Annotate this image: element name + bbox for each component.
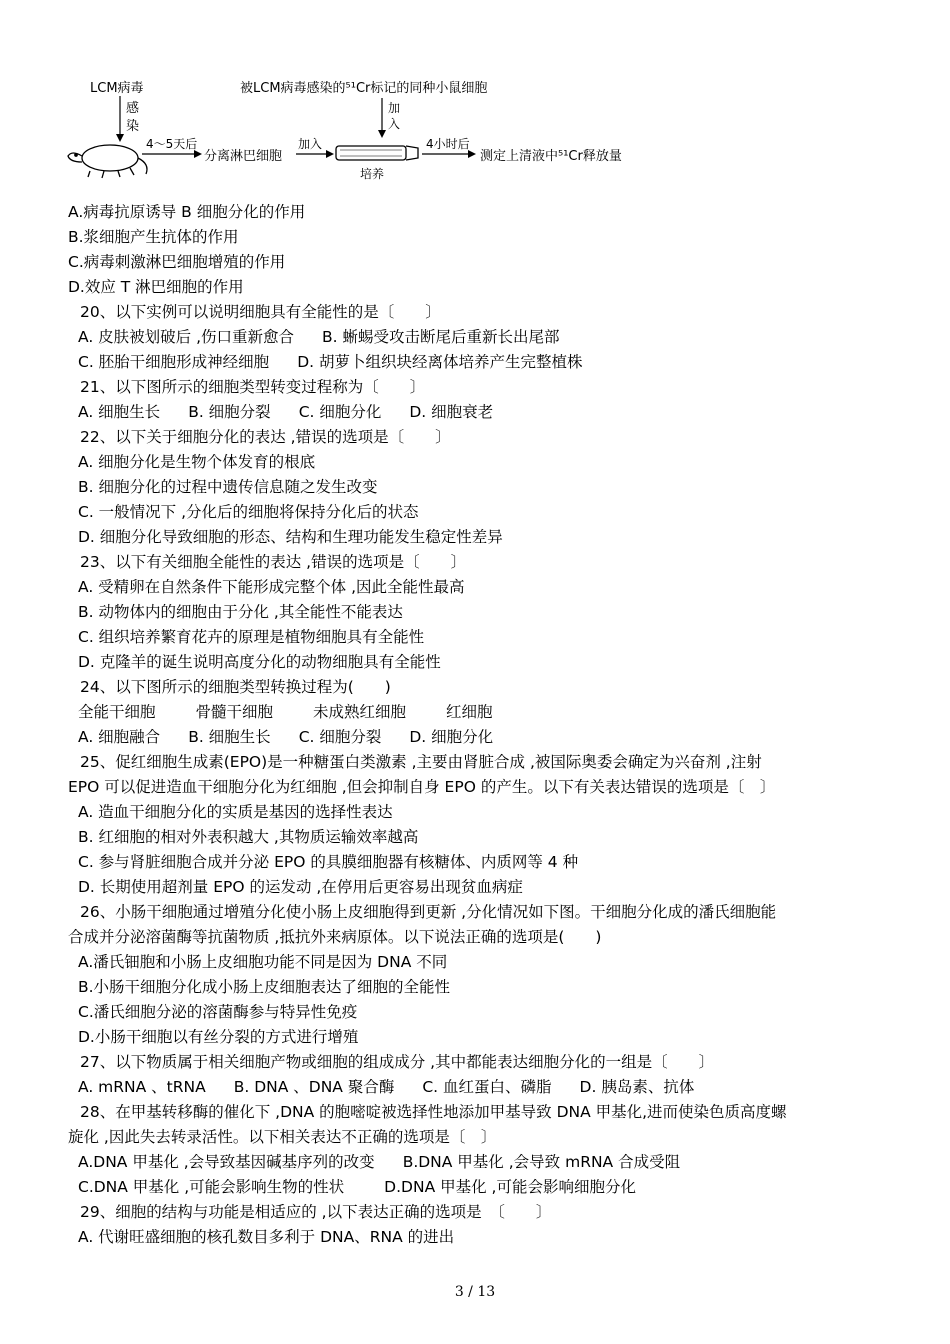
question-stem: 26、小肠干细胞通过增殖分化使小肠上皮细胞得到更新 ,分化情况如下图。干细胞分化成的潘氏细胞能 xyxy=(80,903,777,921)
option-text: B.DNA 甲基化 ,会导致 mRNA 合成受阻 xyxy=(402,1153,681,1171)
option-row xyxy=(68,350,888,375)
text-line: C.病毒刺激淋巴细胞增殖的作用 xyxy=(68,253,286,271)
option-text: D. 细胞分化 xyxy=(409,728,494,746)
text-line: C.潘氏细胞分泌的溶菌酶参与特异性免疫 xyxy=(78,1003,358,1021)
text-line: A. 造血干细胞分化的实质是基因的选择性表达 xyxy=(78,803,393,821)
text-line: EPO 可以促进造血干细胞分化为红细胞 ,但会抑制自身 EPO 的产生。以下有关表达错误的选项是〔 〕 xyxy=(68,778,776,796)
text-line: B. 动物体内的细胞由于分化 ,其全能性不能表达 xyxy=(78,603,403,621)
option-text: D.DNA 甲基化 ,可能会影响细胞分化 xyxy=(384,1178,636,1196)
text-line: D. 细胞分化导致细胞的形态、结构和生理功能发生稳定性差异 xyxy=(78,528,503,546)
text-line: C. 一般情况下 ,分化后的细胞将保持分化后的状态 xyxy=(78,503,419,521)
culture-label: 培养 xyxy=(360,167,385,181)
option-text: B. 细胞生长 xyxy=(188,728,271,746)
time-label: 4～5天后 xyxy=(146,137,198,151)
option-row xyxy=(68,325,888,350)
text-line: A. 代谢旺盛细胞的核孔数目多利于 DNA、RNA 的进出 xyxy=(78,1228,455,1246)
page-number: 3 / 13 xyxy=(454,1284,496,1300)
question-stem: 29、细胞的结构与功能是相适应的 ,以下表达正确的选项是 〔 〕 xyxy=(80,1203,552,1221)
option-row xyxy=(68,1075,888,1100)
text-line: B.小肠干细胞分化成小肠上皮细胞表达了细胞的全能性 xyxy=(78,978,451,996)
option-row xyxy=(68,725,888,750)
question-stem: 21、以下图所示的细胞类型转变过程称为〔 〕 xyxy=(80,378,426,396)
text-line: 合成并分泌溶菌酶等抗菌物质 ,抵抗外来病原体。以下说法正确的选项是( ) xyxy=(68,928,602,946)
question-stem: 28、在甲基转移酶的催化下 ,DNA 的胞嘧啶被选择性地添加甲基导致 DNA 甲基化,进而使染色质高度螺 xyxy=(80,1103,787,1121)
add-label-1: 加入 xyxy=(298,137,323,151)
text-line: C. 组织培养繁育花卉的原理是植物细胞具有全能性 xyxy=(78,628,425,646)
measure-label: 测定上清液中⁵¹Cr释放量 xyxy=(480,149,622,164)
hours-label: 4小时后 xyxy=(426,137,470,151)
virus-label: LCM病毒 xyxy=(90,81,144,96)
option-row xyxy=(68,700,888,725)
option-text: D. 胰岛素、抗体 xyxy=(579,1078,695,1096)
text-line: D. 克隆羊的诞生说明高度分化的动物细胞具有全能性 xyxy=(78,653,441,671)
option-text: C. 细胞分化 xyxy=(298,403,382,421)
question-stem: 20、以下实例可以说明细胞具有全能性的是〔 〕 xyxy=(80,303,441,321)
option-text: C. 胚胎干细胞形成神经细胞 xyxy=(78,353,270,371)
option-row xyxy=(68,1150,888,1175)
top-cell-label: 被LCM病毒感染的⁵¹Cr标记的同种小鼠细胞 xyxy=(240,81,488,96)
text-line: C. 参与肾脏细胞合成并分泌 EPO 的具膜细胞器有核糖体、内质网等 4 种 xyxy=(78,853,579,871)
option-row xyxy=(68,400,888,425)
text-line: B. 红细胞的相对外表积越大 ,其物质运输效率越高 xyxy=(78,828,419,846)
text-line: A.潘氏钿胞和小肠上皮细胞功能不同是因为 DNA 不同 xyxy=(78,953,448,971)
text-line: 旋化 ,因此失去转录活性。以下相关表达不正确的选项是〔 〕 xyxy=(68,1128,497,1146)
text-line: B.浆细胞产生抗体的作用 xyxy=(68,228,239,246)
infect-label-2: 染 xyxy=(126,119,140,134)
text-line: B. 细胞分化的过程中遗传信息随之发生改变 xyxy=(78,478,378,496)
option-row xyxy=(68,1175,888,1200)
option-text: B. 细胞分裂 xyxy=(188,403,271,421)
lcm-experiment-diagram xyxy=(60,76,660,186)
text-line: D.小肠干细胞以有丝分裂的方式进行增殖 xyxy=(78,1028,359,1046)
text-line: A.病毒抗原诱导 B 细胞分化的作用 xyxy=(68,203,306,221)
option-text: C. 细胞分裂 xyxy=(298,728,382,746)
option-text: 全能干细胞 xyxy=(78,703,156,721)
option-text: D. 细胞衰老 xyxy=(409,403,494,421)
text-line: D.效应 T 淋巴细胞的作用 xyxy=(68,278,244,296)
question-stem: 25、促红细胞生成素(EPO)是一种糖蛋白类激素 ,主要由肾脏合成 ,被国际奥委会确定为兴奋剂 ,注射 xyxy=(80,753,762,771)
option-text: A.DNA 甲基化 ,会导致基因碱基序列的改变 xyxy=(78,1153,375,1171)
question-list xyxy=(68,200,888,1250)
text-line: A. 细胞分化是生物个体发育的根底 xyxy=(78,453,316,471)
option-text: 未成熟红细胞 xyxy=(313,703,407,721)
option-text: C. 血红蛋白、磷脂 xyxy=(422,1078,552,1096)
mouse-icon xyxy=(68,145,147,178)
add-label-2a: 加 xyxy=(388,101,401,115)
test-tube-icon xyxy=(336,146,418,160)
text-line: A. 受精卵在自然条件下能形成完整个体 ,因此全能性最高 xyxy=(78,578,465,596)
option-text: 骨髓干细胞 xyxy=(195,703,274,721)
option-text: B. 蜥蜴受攻击断尾后重新长出尾部 xyxy=(322,328,560,346)
separate-label: 分离淋巴细胞 xyxy=(204,149,283,164)
question-stem: 27、以下物质属于相关细胞产物或细胞的组成成分 ,其中都能表达细胞分化的一组是〔 〕 xyxy=(80,1053,715,1071)
option-text: A. 细胞生长 xyxy=(78,403,161,421)
question-stem: 23、以下有关细胞全能性的表达 ,错误的选项是〔 〕 xyxy=(80,553,467,571)
infect-label-1: 感 xyxy=(126,101,140,116)
question-stem: 22、以下关于细胞分化的表达 ,错误的选项是〔 〕 xyxy=(80,428,451,446)
text-line: D. 长期使用超剂量 EPO 的运发动 ,在停用后更容易出现贫血病症 xyxy=(78,878,523,896)
option-text: C.DNA 甲基化 ,可能会影响生物的性状 xyxy=(78,1178,345,1196)
option-text: D. 胡萝卜组织块经离体培养产生完整植株 xyxy=(297,353,583,371)
option-text: 红细胞 xyxy=(446,703,493,721)
option-text: A. 皮肤被划破后 ,伤口重新愈合 xyxy=(78,328,295,346)
question-stem: 24、以下图所示的细胞类型转换过程为( ) xyxy=(80,678,391,696)
option-text: A. 细胞融合 xyxy=(78,728,161,746)
option-text: A. mRNA 、tRNA xyxy=(78,1078,206,1096)
add-label-2b: 入 xyxy=(388,117,401,131)
option-text: B. DNA 、DNA 聚合酶 xyxy=(233,1078,395,1096)
